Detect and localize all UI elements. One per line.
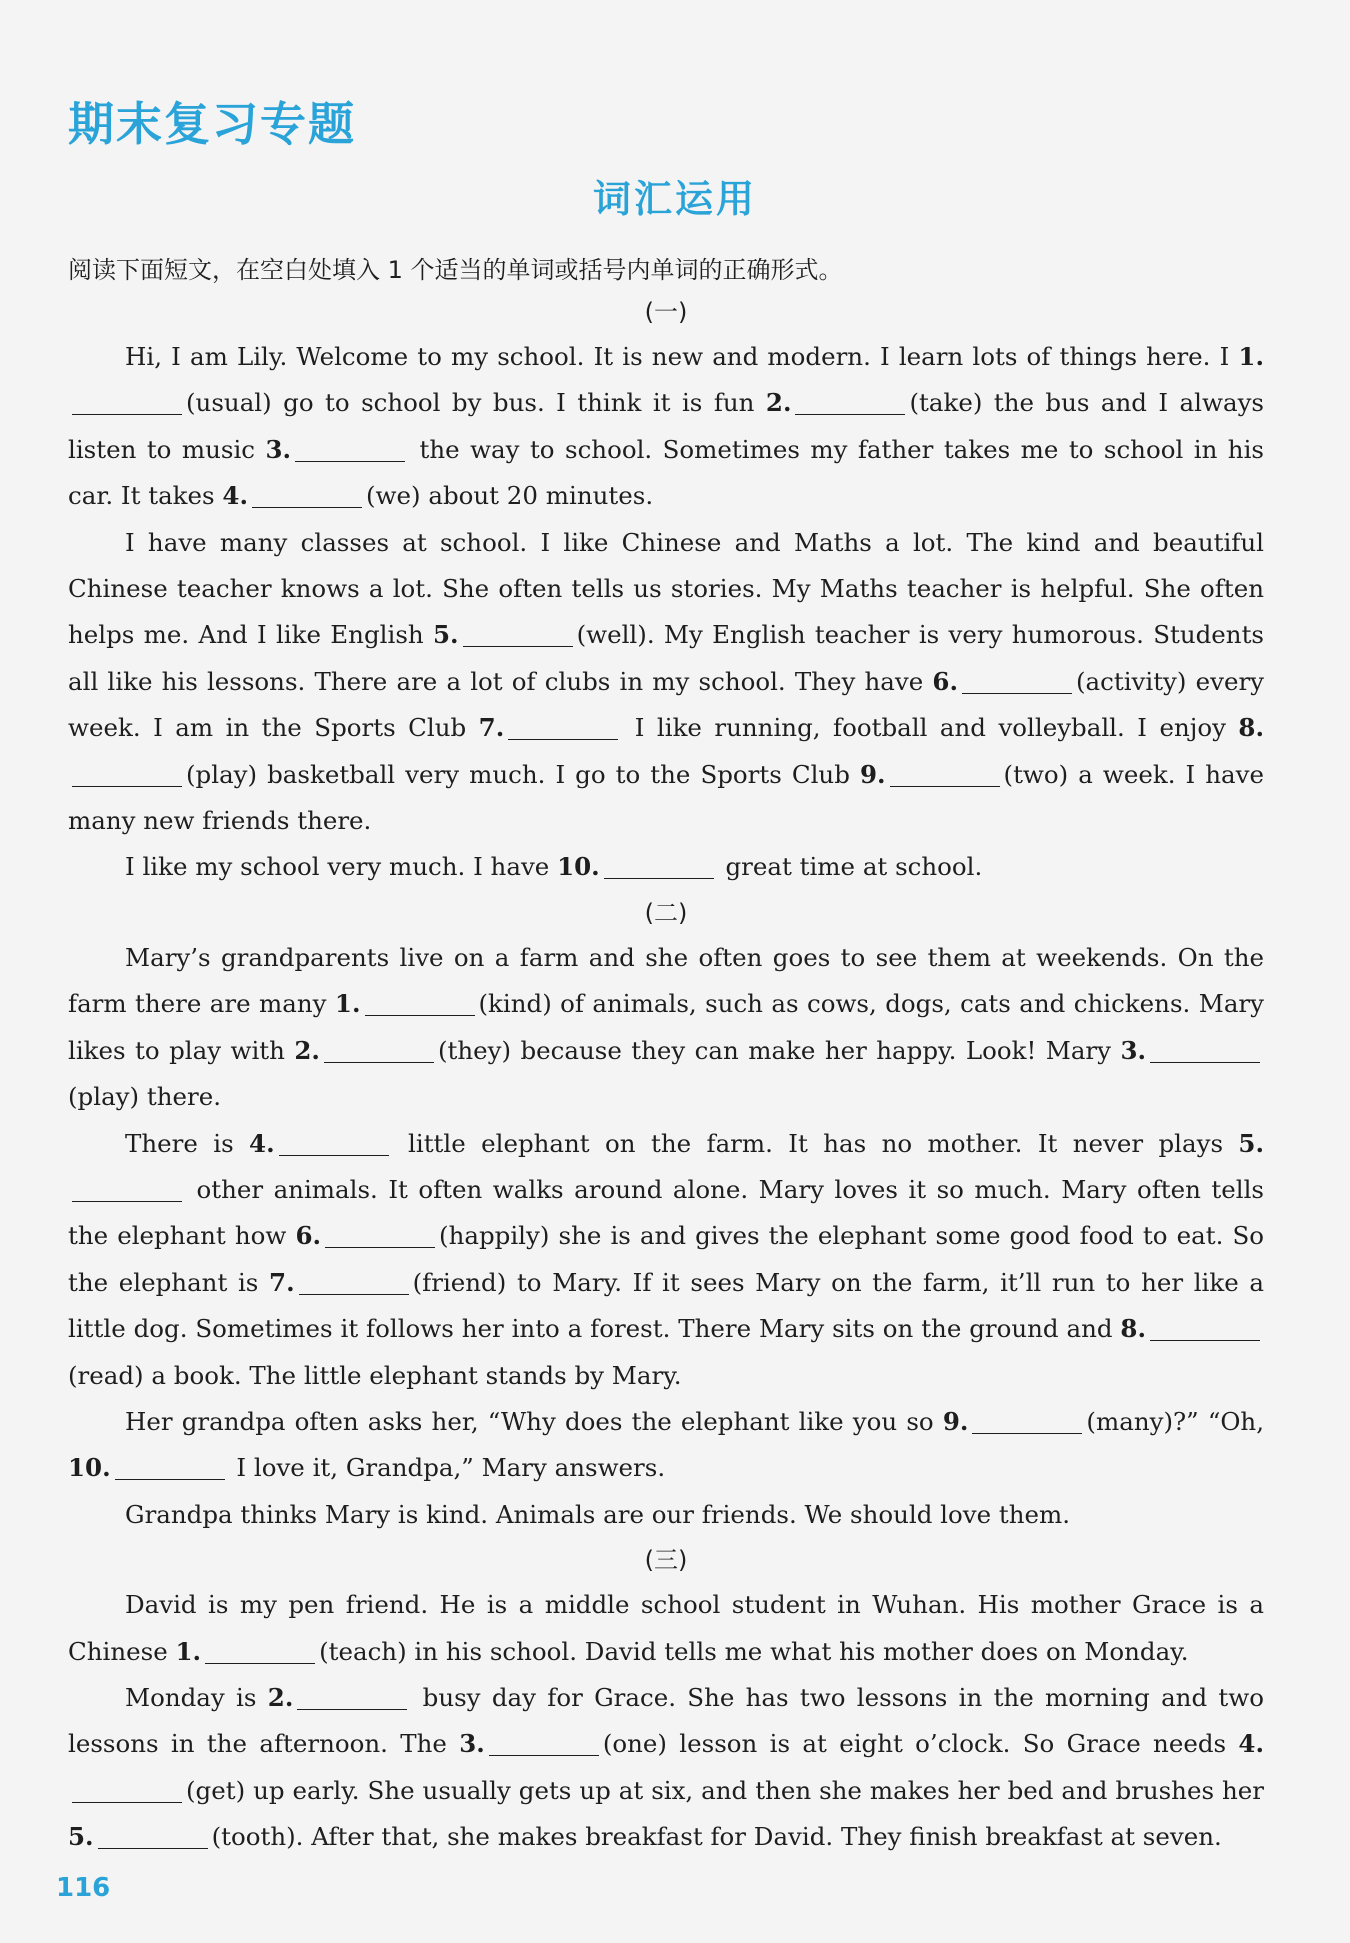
question-number: 2. xyxy=(267,1682,294,1712)
passage-paragraph xyxy=(68,844,1264,890)
question-number: 3. xyxy=(459,1729,485,1759)
question-number: 10. xyxy=(557,852,600,882)
question-number: 7. xyxy=(478,713,505,743)
passage-label: (三) xyxy=(644,1546,688,1575)
text-segment: little elephant on the farm. It has no mother. It never plays xyxy=(392,1128,1239,1158)
text-segment: (kind) of animals, such as cows, dogs, cats and chickens. Mary likes to play with xyxy=(68,989,1264,1065)
text-segment: Her grandpa often asks her, “Why does the elephant like you so xyxy=(125,1406,943,1436)
answer-blank[interactable] xyxy=(205,1638,315,1664)
answer-blank[interactable] xyxy=(365,991,475,1017)
text-segment: other animals. It often walks around alone. Mary loves it so much. Mary often tells the elephant how xyxy=(68,1174,1264,1251)
text-segment: (play) there. xyxy=(68,1082,221,1112)
question-number: 1. xyxy=(1238,342,1264,371)
text-segment: (usual) go to school by bus. I think it is fun xyxy=(186,388,766,418)
passage-label: (一) xyxy=(644,298,688,326)
passage-paragraph xyxy=(68,1492,1264,1538)
question-number: 9. xyxy=(859,759,886,789)
passages-content xyxy=(68,290,1264,1861)
answer-blank[interactable] xyxy=(795,390,905,416)
answer-blank[interactable] xyxy=(72,761,182,787)
passage-paragraph xyxy=(68,1121,1264,1399)
text-segment: Monday is xyxy=(125,1682,268,1712)
passage-paragraph xyxy=(68,1582,1264,1675)
text-segment: (read) a book. The little elephant stands by Mary. xyxy=(68,1360,682,1390)
page-number: 116 xyxy=(56,1873,111,1903)
answer-blank[interactable] xyxy=(325,1223,435,1249)
answer-blank[interactable] xyxy=(1150,1316,1260,1342)
text-segment: (one) lesson is at eight o’clock. So Grace needs xyxy=(602,1729,1239,1759)
text-segment: (they) because they can make her happy. Look! Mary xyxy=(437,1035,1121,1065)
question-number: 5. xyxy=(432,620,459,650)
text-segment: Mary’s grandparents live on a farm and she often goes to see them at weekends. On the farm there are many xyxy=(68,942,1264,1019)
question-number: 1. xyxy=(175,1636,202,1666)
answer-blank[interactable] xyxy=(297,1684,407,1710)
answer-blank[interactable] xyxy=(508,715,618,741)
text-segment: (two) a week. I have many new friends there. xyxy=(68,759,1264,836)
answer-blank[interactable] xyxy=(489,1731,599,1757)
answer-blank[interactable] xyxy=(279,1130,389,1156)
answer-blank[interactable] xyxy=(1150,1037,1260,1063)
passage-label: (二) xyxy=(644,898,688,927)
answer-blank[interactable] xyxy=(890,761,1000,787)
text-segment: I love it, Grandpa,” Mary answers. xyxy=(228,1453,666,1483)
answer-blank[interactable] xyxy=(604,854,714,880)
text-segment: (happily) she is and gives the elephant some good food to eat. So the elephant is xyxy=(68,1221,1264,1297)
answer-blank[interactable] xyxy=(72,1176,182,1202)
answer-blank[interactable] xyxy=(972,1408,1082,1434)
text-segment: the way to school. Sometimes my father takes me to school in his car. It takes xyxy=(68,434,1264,511)
question-number: 4. xyxy=(1238,1729,1264,1759)
text-segment: Hi, I am Lily. Welcome to my school. It is new and modern. I learn lots of things here. I xyxy=(125,342,1239,371)
question-number: 8. xyxy=(1120,1314,1146,1344)
question-number: 5. xyxy=(1238,1128,1264,1158)
question-number: 6. xyxy=(932,666,958,696)
text-segment: I have many classes at school. I like Chinese and Maths a lot. The kind and beautiful Chinese teacher knows a lot. She often tells us stories. My Maths teacher is helpful. She often helps me. And I like English xyxy=(68,527,1264,650)
text-segment: (many)?” “Oh, xyxy=(1086,1406,1265,1436)
text-segment: busy day for Grace. She has two lessons in the morning and two lessons in the afternoon. The xyxy=(68,1682,1264,1759)
text-segment: I like my school very much. I have xyxy=(125,852,558,882)
text-segment: (take) the bus and I always listen to music xyxy=(68,388,1264,464)
answer-blank[interactable] xyxy=(252,483,362,509)
answer-blank[interactable] xyxy=(72,1777,182,1803)
text-segment: great time at school. xyxy=(717,852,983,882)
text-segment: (tooth). After that, she makes breakfast for David. They finish breakfast at seven. xyxy=(211,1822,1222,1852)
question-number: 5. xyxy=(68,1822,94,1852)
question-number: 6. xyxy=(295,1221,322,1251)
text-segment: (well). My English teacher is very humorous. Students all like his lessons. There are a lot of clubs in my school. They have xyxy=(68,620,1264,696)
question-number: 7. xyxy=(269,1267,295,1297)
text-segment: (teach) in his school. David tells me what his mother does on Monday. xyxy=(319,1636,1189,1666)
answer-blank[interactable] xyxy=(962,668,1072,694)
answer-blank[interactable] xyxy=(324,1037,434,1063)
question-number: 10. xyxy=(68,1453,111,1483)
answer-blank[interactable] xyxy=(463,622,573,648)
instructions: 阅读下面短文，在空白处填入 1 个适当的单词或括号内单词的正确形式。 xyxy=(68,256,843,284)
section-title: 词汇运用 xyxy=(592,177,757,221)
question-number: 3. xyxy=(265,434,292,464)
text-segment: I like running, football and volleyball. I enjoy xyxy=(622,713,1239,743)
text-segment: Grandpa thinks Mary is kind. Animals are our friends. We should love them. xyxy=(125,1499,1071,1529)
text-segment: David is my pen friend. He is a middle school student in Wuhan. His mother Grace is a Chinese xyxy=(68,1590,1264,1666)
answer-blank[interactable] xyxy=(115,1455,225,1481)
question-number: 4. xyxy=(249,1128,275,1158)
text-segment: (play) basketball very much. I go to the Sports Club xyxy=(186,759,860,789)
passage-paragraph xyxy=(68,520,1264,845)
question-number: 1. xyxy=(334,989,361,1019)
answer-blank[interactable] xyxy=(295,436,405,462)
answer-blank[interactable] xyxy=(98,1824,208,1850)
passage-paragraph xyxy=(68,334,1264,520)
passage-paragraph xyxy=(68,1399,1264,1492)
text-segment: (we) about 20 minutes. xyxy=(365,481,654,511)
text-segment: There is xyxy=(125,1128,250,1158)
question-number: 2. xyxy=(765,388,792,418)
text-segment: (get) up early. She usually gets up at six, and then she makes her bed and brushes her xyxy=(186,1775,1264,1805)
header-title: 期末复习专题 xyxy=(68,97,356,151)
question-number: 8. xyxy=(1238,713,1264,743)
answer-blank[interactable] xyxy=(72,390,182,416)
question-number: 3. xyxy=(1120,1035,1147,1065)
question-number: 2. xyxy=(294,1035,320,1065)
question-number: 4. xyxy=(222,481,248,511)
passage-paragraph xyxy=(68,1675,1264,1861)
text-segment: (friend) to Mary. If it sees Mary on the farm, it’ll run to her like a little dog. Sometimes it follows her into a forest. There Mary sits on the ground and xyxy=(68,1267,1264,1344)
answer-blank[interactable] xyxy=(299,1269,409,1295)
question-number: 9. xyxy=(942,1406,969,1436)
text-segment: (activity) every week. I am in the Sports Club xyxy=(68,666,1265,743)
passage-paragraph xyxy=(68,935,1264,1121)
